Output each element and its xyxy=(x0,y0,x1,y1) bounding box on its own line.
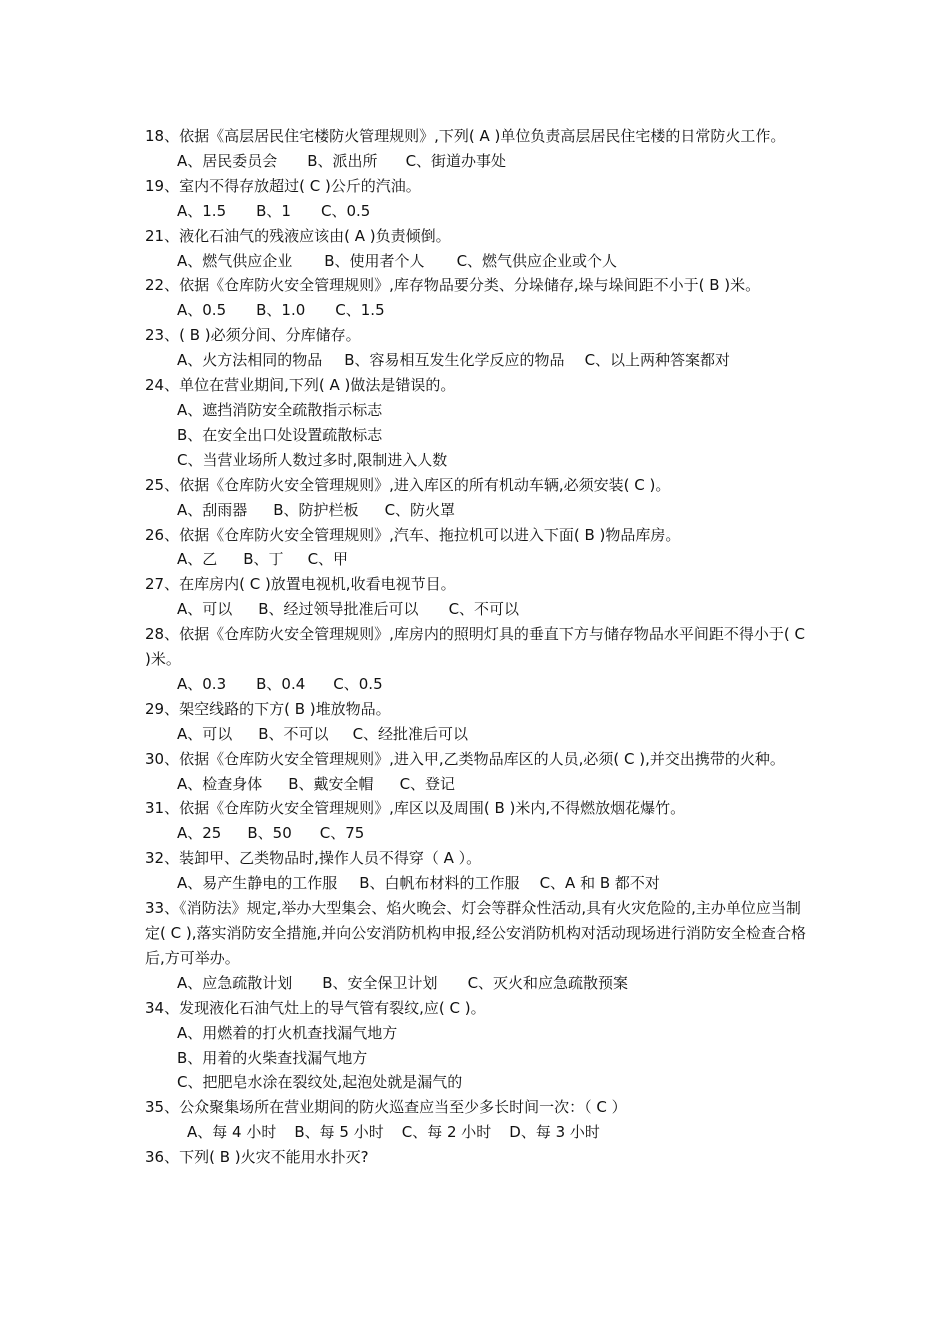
answer-option: C、经批准后可以 xyxy=(352,724,469,743)
answer-option: C、1.5 xyxy=(335,301,385,320)
answer-option: C、燃气供应企业或个人 xyxy=(456,251,618,270)
option-row xyxy=(145,423,815,448)
answer-option: B、使用者个人 xyxy=(324,251,425,270)
answer-option: A、0.3 xyxy=(177,674,227,693)
answer-option: C、以上两种答案都对 xyxy=(584,351,731,370)
option-row xyxy=(145,149,815,174)
option-row xyxy=(145,1120,815,1145)
answer-option: B、在安全出口处设置疏散标志 xyxy=(177,425,383,444)
question-text: 25、依据《仓库防火安全管理规则》,进入库区的所有机动车辆,必须安装( C )。 xyxy=(145,475,671,494)
answer-option: C、不可以 xyxy=(448,600,520,619)
question-text: 21、液化石油气的残液应该由( A )负责倾倒。 xyxy=(145,226,451,245)
answer-option: B、经过领导批准后可以 xyxy=(258,600,419,619)
question-text: 35、公众聚集场所在营业期间的防火巡查应当至少多长时间一次：（ C ） xyxy=(145,1098,627,1117)
answer-option: B、派出所 xyxy=(307,151,378,170)
question-text: 27、在库房内( C )放置电视机,收看电视节目。 xyxy=(145,575,456,594)
answer-option: C、0.5 xyxy=(333,674,383,693)
answer-option: B、丁 xyxy=(243,550,284,569)
answer-option: B、安全保卫计划 xyxy=(322,973,438,992)
answer-option: C、0.5 xyxy=(320,201,371,220)
option-row xyxy=(145,1070,815,1095)
question-text: 36、下列( B )火灾不能用水扑灭? xyxy=(145,1148,369,1167)
option-row xyxy=(145,249,815,274)
answer-option: C、每 2 小时 xyxy=(401,1123,492,1142)
answer-option: C、A 和 B 都不对 xyxy=(539,874,660,893)
question-text: 28、依据《仓库防火安全管理规则》,库房内的照明灯具的垂直下方与储存物品水平间距不得小于( C )米。 xyxy=(145,625,805,669)
answer-option: B、不可以 xyxy=(258,724,329,743)
option-row xyxy=(145,672,815,697)
answer-option: C、防火罩 xyxy=(384,500,456,519)
answer-option: A、乙 xyxy=(177,550,218,569)
question-text: 34、发现液化石油气灶上的导气管有裂纹,应( C )。 xyxy=(145,998,486,1017)
option-row xyxy=(145,398,815,423)
answer-option: C、75 xyxy=(319,824,365,843)
answer-option: C、登记 xyxy=(399,774,456,793)
answer-option: A、易产生静电的工作服 xyxy=(177,874,338,893)
answer-option: C、甲 xyxy=(307,550,349,569)
answer-option: A、25 xyxy=(177,824,222,843)
answer-option: A、火方法相同的物品 xyxy=(177,351,323,370)
option-row xyxy=(145,1021,815,1046)
answer-option: D、每 3 小时 xyxy=(509,1123,600,1142)
answer-option: B、1 xyxy=(256,201,291,220)
answer-option: A、燃气供应企业 xyxy=(177,251,293,270)
answer-option: C、街道办事处 xyxy=(405,151,507,170)
question-text: 29、架空线路的下方( B )堆放物品。 xyxy=(145,699,391,718)
answer-option: A、刮雨器 xyxy=(177,500,248,519)
answer-option: B、防护栏板 xyxy=(273,500,359,519)
question-text: 22、依据《仓库防火安全管理规则》,库存物品要分类、分垛储存,垛与垛间距不小于( B )米。 xyxy=(145,276,761,295)
answer-option: B、容易相互发生化学反应的物品 xyxy=(344,351,565,370)
option-row xyxy=(145,722,815,747)
question-text: 18、依据《高层居民住宅楼防火管理规则》,下列( A )单位负责高层居民住宅楼的日常防火工作。 xyxy=(145,127,786,145)
question-text: 33、《消防法》规定,举办大型集会、焰火晚会、灯会等群众性活动,具有火灾危险的,主办单位应当制定( C ),落实消防安全措施,并向公安消防机构申报,经公安消防机构对活动现场进行消防安全检查合格后,方可举办。 xyxy=(145,899,807,967)
option-row xyxy=(145,821,815,846)
question-text: 24、单位在营业期间,下列( A )做法是错误的。 xyxy=(145,376,456,395)
answer-option: B、白帆布材料的工作服 xyxy=(359,874,520,893)
answer-option: C、把肥皂水涂在裂纹处,起泡处就是漏气的 xyxy=(177,1073,463,1092)
answer-option: B、0.4 xyxy=(256,674,306,693)
question-list xyxy=(145,124,815,1170)
question-text: 31、依据《仓库防火安全管理规则》,库区以及周围( B )米内,不得燃放烟花爆竹。 xyxy=(145,799,686,818)
answer-option: A、遮挡消防安全疏散指示标志 xyxy=(177,400,383,419)
answer-option: B、每 5 小时 xyxy=(294,1123,384,1142)
answer-option: A、每 4 小时 xyxy=(187,1123,277,1142)
answer-option: C、当营业场所人数过多时,限制进入人数 xyxy=(177,450,448,469)
answer-option: A、用燃着的打火机查找漏气地方 xyxy=(177,1023,398,1042)
option-row xyxy=(145,348,815,373)
answer-option: B、戴安全帽 xyxy=(288,774,374,793)
answer-option: A、可以 xyxy=(177,724,233,743)
question-text: 23、( B )必须分间、分库储存。 xyxy=(145,326,361,345)
option-row xyxy=(145,1046,815,1071)
answer-option: A、1.5 xyxy=(177,201,227,220)
answer-option: B、50 xyxy=(247,824,292,843)
question-text: 32、装卸甲、乙类物品时,操作人员不得穿（ A ）。 xyxy=(145,849,482,868)
answer-option: A、可以 xyxy=(177,600,233,619)
option-row xyxy=(145,448,815,473)
option-row xyxy=(145,772,815,797)
answer-option: B、1.0 xyxy=(256,301,306,320)
option-row xyxy=(145,871,815,896)
option-row xyxy=(145,547,815,572)
question-text: 19、室内不得存放超过( C )公斤的汽油。 xyxy=(145,176,421,195)
answer-option: C、灭火和应急疏散预案 xyxy=(467,973,629,992)
answer-option: A、居民委员会 xyxy=(177,151,278,170)
answer-option: A、应急疏散计划 xyxy=(177,973,293,992)
question-text: 26、依据《仓库防火安全管理规则》,汽车、拖拉机可以进入下面( B )物品库房。 xyxy=(145,525,681,544)
option-row xyxy=(145,199,815,224)
question-text: 30、依据《仓库防火安全管理规则》,进入甲,乙类物品库区的人员,必须( C ),并交出携带的火种。 xyxy=(145,749,785,768)
answer-option: B、用着的火柴查找漏气地方 xyxy=(177,1048,368,1067)
answer-option: A、检查身体 xyxy=(177,774,263,793)
option-row xyxy=(145,597,815,622)
option-row xyxy=(145,298,815,323)
option-row xyxy=(145,971,815,996)
answer-option: A、0.5 xyxy=(177,301,227,320)
option-row xyxy=(145,498,815,523)
